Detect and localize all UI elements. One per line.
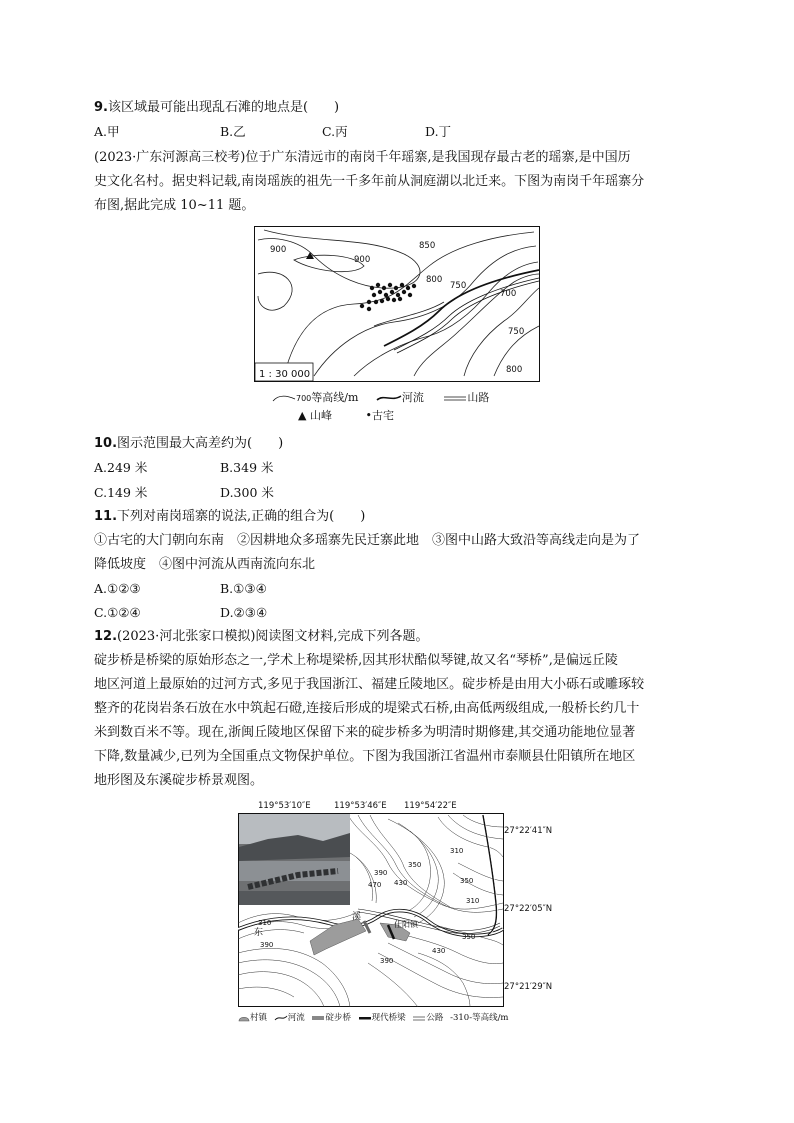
- road-legend-icon: [443, 393, 467, 403]
- q12-number: 12.: [94, 629, 118, 644]
- contour-label-470: 470: [368, 881, 382, 889]
- legend-peak-label: 山峰: [309, 409, 332, 422]
- q10-stem: [94, 434, 283, 454]
- legend-house-label: 古宅: [371, 409, 394, 422]
- map1-legend-row-1: [272, 389, 489, 405]
- q10-option-d[interactable]: D.300 米: [220, 485, 274, 500]
- river-name-east: 东: [254, 928, 264, 938]
- q9-option-c[interactable]: C.丙: [322, 124, 348, 139]
- legend-contour-2: 等高线/m: [472, 1013, 509, 1023]
- contour-label-310-a: 310: [450, 847, 464, 855]
- contour-label-310-c: 310: [258, 919, 272, 927]
- passage1-line-2: 史文化名村。据史料记载,南岗瑶族的祖先一千多年前从洞庭湖以北迁来。下图为南岗千年瑶寨分: [94, 174, 645, 189]
- q11-line-1: ①古宅的大门朝向东南 ②因耕地众多瑶寨先民迁寨此地 ③图中山路大致沿等高线走向是为了: [94, 533, 641, 548]
- q10-text: 图示范围最大高差约为( ): [117, 436, 284, 451]
- contour-label-800-b: 800: [506, 365, 523, 375]
- q9-option-d[interactable]: D.丁: [425, 124, 452, 139]
- house-legend-icon: •: [365, 409, 372, 422]
- contour-label-390-b: 390: [260, 941, 274, 949]
- contour-label-900-a: 900: [270, 245, 287, 255]
- q12-line-6: 地形图及东溪碇步桥景观图。: [94, 773, 264, 788]
- contour-label-310-b: 310: [466, 897, 480, 905]
- contour-label-800: 800: [426, 275, 443, 285]
- legend-village: 村镇: [250, 1013, 268, 1023]
- q12-line-2: 地区河道上最原始的过河方式,多见于我国浙江、福建丘陵地区。碇步桥是由用大小砾石或雕琢较: [94, 677, 645, 692]
- peak-legend-icon: ▲: [298, 409, 307, 422]
- contour-label-750-b: 750: [508, 327, 525, 337]
- q11-text: 下列对南岗瑶寨的说法,正确的组合为( ): [117, 509, 366, 524]
- town-label: 仕阳镇: [394, 920, 418, 929]
- q12-stem: [94, 627, 429, 647]
- contour-label-390: 390: [374, 869, 388, 877]
- map1-legend-row-2: [298, 407, 394, 423]
- contour-label-850: 850: [419, 241, 436, 251]
- q11-option-b[interactable]: B.①③④: [220, 581, 267, 596]
- legend-river: 河流: [287, 1013, 305, 1023]
- q11-number: 11.: [94, 509, 118, 524]
- lon-label-2: 119°53′46″E: [334, 801, 387, 811]
- map2-legend: [238, 1011, 509, 1023]
- q9-option-b[interactable]: B.乙: [220, 124, 246, 139]
- legend-road-label: 山路: [467, 391, 490, 404]
- legend-contour-label: 等高线/m: [311, 391, 359, 404]
- river-name-creek: 溪: [352, 912, 362, 922]
- q12-line-5: 下降,数量减少,已列为全国重点文物保护单位。下图为我国浙江省温州市泰顺县仕阳镇所在地区: [94, 749, 636, 764]
- river-legend-icon-2: [274, 1014, 288, 1022]
- q11-option-a[interactable]: A.①②③: [94, 581, 141, 596]
- map1-scale: 1 : 30 000: [259, 369, 311, 380]
- q12-text: (2023·河北张家口模拟)阅读图文材料,完成下列各题。: [117, 629, 429, 644]
- q11-line-2: 降低坡度 ④图中河流从西南流向东北: [94, 557, 316, 572]
- lon-label-1: 119°53′10″E: [258, 801, 311, 811]
- legend-stepping-bridge: 碇步桥: [325, 1013, 351, 1023]
- lat-label-3: 27°21′29″N: [504, 982, 553, 992]
- contour-label-700: 700: [500, 289, 517, 299]
- village-legend-icon: [238, 1014, 250, 1022]
- contour-label-430-b: 430: [432, 947, 446, 955]
- contour-legend-icon: [272, 393, 296, 403]
- q11-option-d[interactable]: D.②③④: [220, 605, 268, 620]
- q11-stem: [94, 507, 365, 527]
- shiyang-topographic-map: [238, 813, 504, 1007]
- lon-label-3: 119°54′22″E: [404, 801, 457, 811]
- nangang-contour-map: [254, 226, 540, 382]
- contour-label-350-c: 350: [462, 933, 476, 941]
- contour-label-900-b: 900: [354, 255, 371, 265]
- contour-label-350-b: 350: [460, 877, 474, 885]
- contour-label-350-a: 350: [408, 861, 422, 869]
- q11-option-c[interactable]: C.①②④: [94, 605, 141, 620]
- lat-label-1: 27°22′41″N: [504, 826, 553, 836]
- legend-highway: 公路: [426, 1013, 444, 1023]
- contour-label-430: 430: [394, 879, 408, 887]
- passage1-line-1: (2023·广东河源高三校考)位于广东清远市的南岗千年瑶寨,是我国现存最古老的瑶寨,是中国历: [94, 150, 631, 165]
- q10-option-a[interactable]: A.249 米: [94, 460, 148, 475]
- highway-legend-icon: [412, 1014, 426, 1022]
- legend-river-label: 河流: [401, 391, 424, 404]
- river-legend-icon: [376, 393, 402, 403]
- stepping-bridge-legend-icon: [311, 1014, 325, 1022]
- contour-label-390-c: 390: [380, 957, 394, 965]
- legend-contour-sample: 700: [296, 394, 312, 403]
- lat-label-2: 27°22′05″N: [504, 904, 553, 914]
- legend-modern-bridge: 现代桥梁: [371, 1013, 406, 1023]
- contour-label-750: 750: [450, 281, 467, 291]
- q9-stem: [94, 98, 339, 118]
- q12-line-3: 整齐的花岗岩条石放在水中筑起石磴,连接后形成的堤梁式石桥,由高低两级组成,一般桥长约几十: [94, 701, 640, 716]
- q9-option-a[interactable]: A.甲: [94, 124, 120, 139]
- q10-option-c[interactable]: C.149 米: [94, 485, 148, 500]
- q12-line-4: 米到数百米不等。现在,浙闽丘陵地区保留下来的碇步桥多为明清时期修建,其交通功能地位显著: [94, 725, 636, 740]
- legend-contour-sample-2: -310-: [450, 1013, 473, 1023]
- passage1-line-3: 布图,据此完成 10~11 题。: [94, 198, 255, 213]
- q12-line-1: 碇步桥是桥梁的原始形态之一,学术上称堤梁桥,因其形状酷似琴键,故又名“琴桥”,是偏远丘陵: [94, 653, 618, 668]
- modern-bridge-legend-icon: [358, 1014, 372, 1022]
- q9-text: 该区域最可能出现乱石滩的地点是( ): [107, 100, 340, 115]
- q10-option-b[interactable]: B.349 米: [220, 460, 274, 475]
- q10-number: 10.: [94, 436, 118, 451]
- q9-number: 9.: [94, 100, 108, 115]
